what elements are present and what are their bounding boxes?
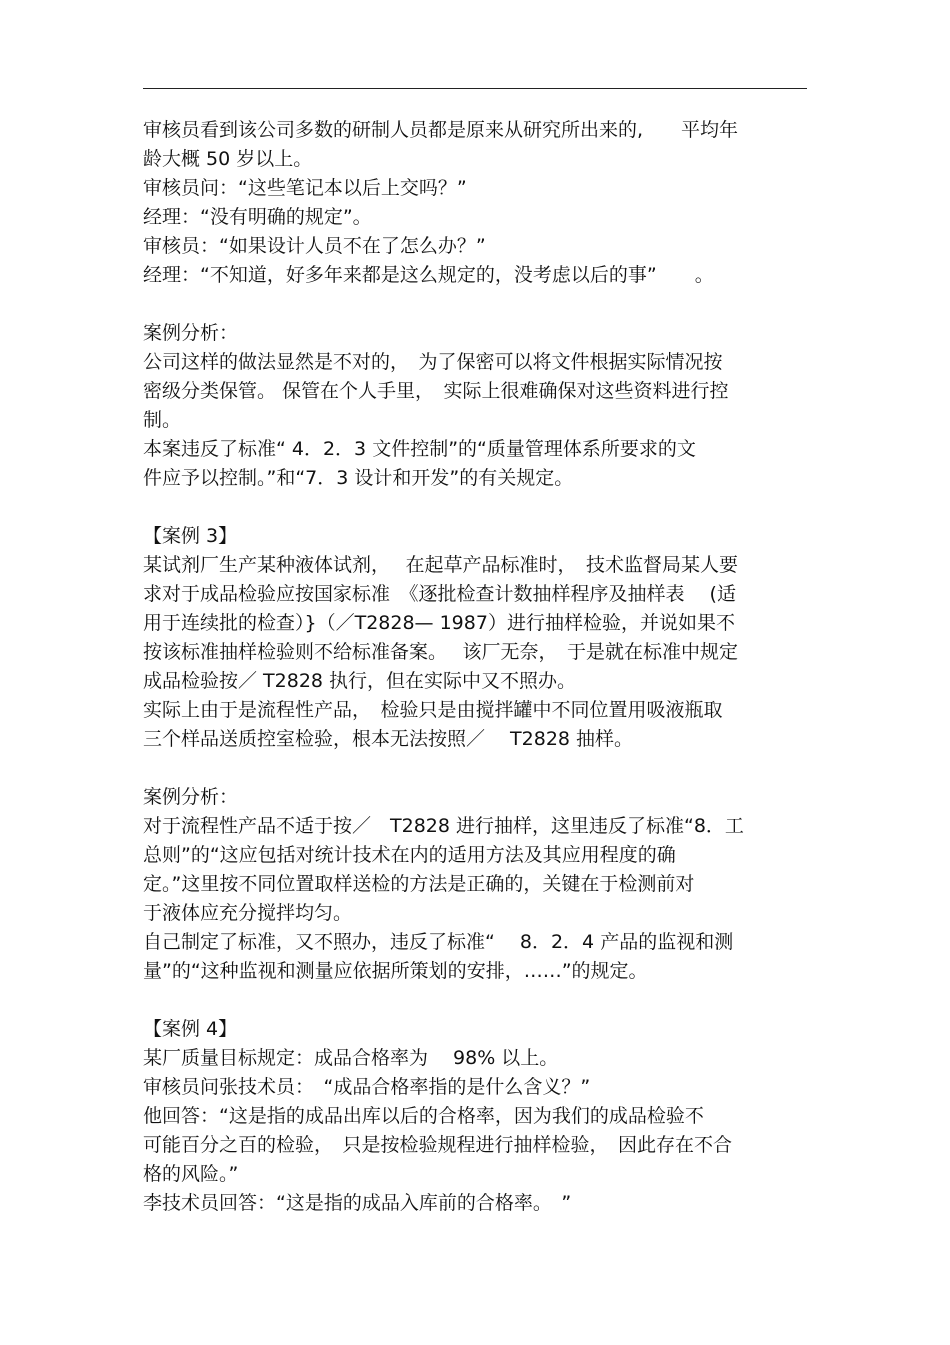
text-line: 件应予以控制。”和“7．3 设计和开发”的有关规定。 bbox=[143, 467, 574, 489]
text-line: 制。 bbox=[143, 409, 182, 431]
section-heading: 案例分析： bbox=[143, 786, 239, 808]
text-line: 某厂质量目标规定：成品合格率为 98% 以上。 bbox=[143, 1047, 559, 1069]
text-line: 经理：“没有明确的规定”。 bbox=[143, 206, 372, 228]
text-line: 密级分类保管。 保管在个人手里， 实际上很难确保对这些资料进行控 bbox=[143, 380, 729, 402]
paragraph-gap bbox=[143, 986, 807, 1015]
text-line: 自己制定了标准，又不照办，违反了标准“ 8．2．4 产品的监视和测 bbox=[143, 931, 734, 953]
header-rule bbox=[143, 88, 807, 89]
text-line: 可能百分之百的检验， 只是按检验规程进行抽样检验， 因此存在不合 bbox=[143, 1134, 733, 1156]
text-line: 他回答：“这是指的成品出库以后的合格率，因为我们的成品检验不 bbox=[143, 1105, 704, 1127]
text-line: 龄大概 50 岁以上。 bbox=[143, 148, 313, 170]
text-line: 格的风险。” bbox=[143, 1163, 239, 1185]
text-line: 审核员问：“这些笔记本以后上交吗？” bbox=[143, 177, 467, 199]
text-line: 求对于成品检验应按国家标准 《逐批检查计数抽样程序及抽样表 (适 bbox=[143, 583, 736, 605]
text-line: 总则”的“这应包括对统计技术在内的适用方法及其应用程度的确 bbox=[143, 844, 676, 866]
case-heading: 【案例 4】 bbox=[143, 1018, 238, 1040]
section-heading: 案例分析： bbox=[143, 322, 239, 344]
text-line: 经理：“不知道，好多年来都是这么规定的，没考虑以后的事” 。 bbox=[143, 264, 714, 286]
text-line: 定。”这里按不同位置取样送检的方法是正确的，关键在于检测前对 bbox=[143, 873, 695, 895]
text-line: 审核员：“如果设计人员不在了怎么办？” bbox=[143, 235, 486, 257]
text-line: 于液体应充分搅拌均匀。 bbox=[143, 902, 353, 924]
document-body bbox=[143, 116, 807, 1218]
paragraph-gap bbox=[143, 290, 807, 319]
text-line: 对于流程性产品不适于按／ T2828 进行抽样，这里违反了标准“8．工 bbox=[143, 815, 744, 837]
text-line: 三个样品送质控室检验，根本无法按照／ T2828 抽样。 bbox=[143, 728, 634, 750]
case-heading: 【案例 3】 bbox=[143, 525, 238, 547]
text-line: 某试剂厂生产某种液体试剂， 在起草产品标准时， 技术监督局某人要 bbox=[143, 554, 739, 576]
text-line: 李技术员回答：“这是指的成品入库前的合格率。 ” bbox=[143, 1192, 572, 1214]
text-line: 审核员问张技术员： “成品合格率指的是什么含义？” bbox=[143, 1076, 591, 1098]
text-line: 成品检验按／ T2828 执行，但在实际中又不照办。 bbox=[143, 670, 577, 692]
text-line: 实际上由于是流程性产品， 检验只是由搅拌罐中不同位置用吸液瓶取 bbox=[143, 699, 723, 721]
text-line: 按该标准抽样检验则不给标准备案。 该厂无奈， 于是就在标准中规定 bbox=[143, 641, 739, 663]
text-line: 本案违反了标准“ 4．2．3 文件控制”的“质量管理体系所要求的文 bbox=[143, 438, 696, 460]
text-line: 审核员看到该公司多数的研制人员都是原来从研究所出来的, 平均年 bbox=[143, 119, 739, 141]
paragraph-gap bbox=[143, 754, 807, 783]
text-line: 量”的“这种监视和测量应依据所策划的安排，……”的规定。 bbox=[143, 960, 648, 982]
text-line: 公司这样的做法显然是不对的， 为了保密可以将文件根据实际情况按 bbox=[143, 351, 723, 373]
paragraph-gap bbox=[143, 493, 807, 522]
text-line: 用于连续批的检查）}（／T2828— 1987）进行抽样检验，并说如果不 bbox=[143, 612, 735, 634]
